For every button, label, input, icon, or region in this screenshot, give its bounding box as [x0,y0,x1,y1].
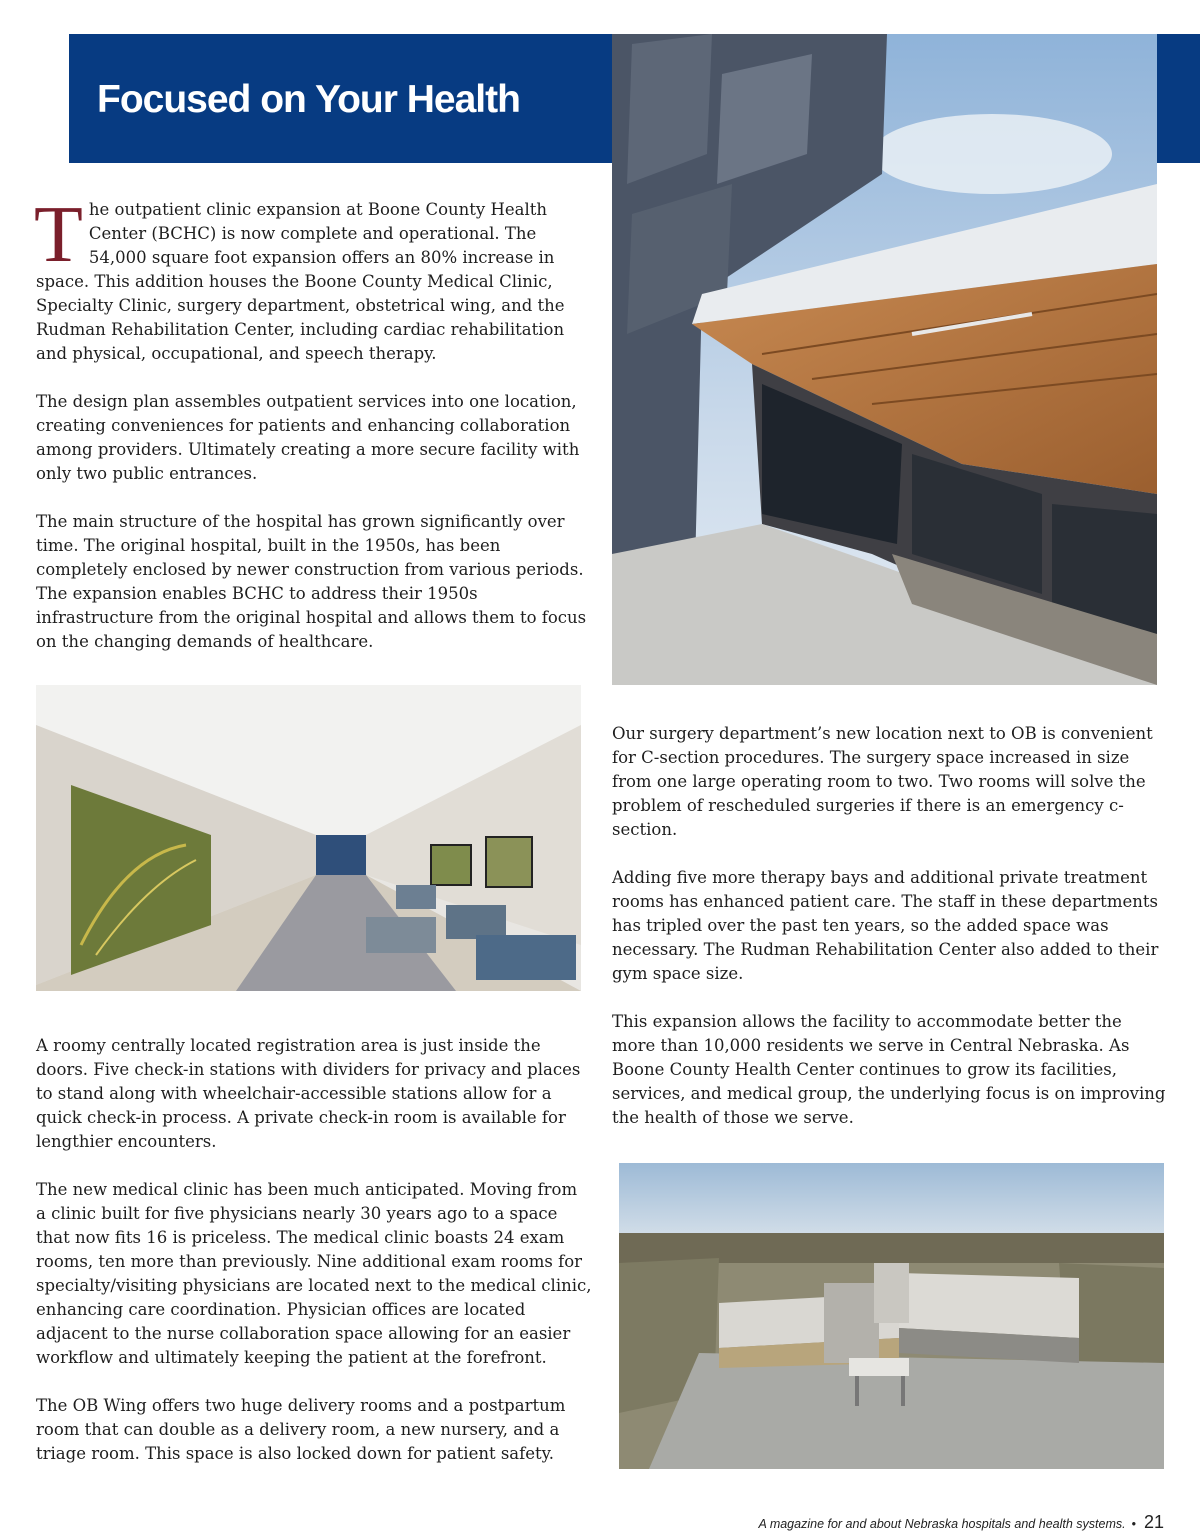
aerial-view-photo [619,1163,1164,1469]
expansion-paragraph: This expansion allows the facility to accommodate better the more than 10,000 residents we serve in Central Nebraska. As Boone County Health Center continues to grow its facilities, services, and medical group, the underlying focus is on improving the health of those we serve. [612,1012,1166,1127]
left-column-top [34,191,592,678]
footer-tagline: A magazine for and about Nebraska hospitals and health systems. [758,1517,1126,1531]
intro-paragraph [34,191,592,366]
registration-paragraph: A roomy centrally located registration area is just inside the doors. Five check-in stations with dividers for privacy and places to stand along with wheelchair-accessible stations allow for a quick check-in process. A private check-in room is available for lengthier encounters. [36,1036,581,1151]
footer-separator: • [1131,1517,1136,1531]
banner-edge [1157,34,1200,163]
title-banner [69,34,612,163]
design-plan-paragraph: The design plan assembles outpatient services into one location, creating conveniences for patients and enhancing collaboration among providers. Ultimately creating a more secure facility with only two public entrances. [36,392,580,483]
page-footer [758,1512,1164,1533]
left-column-bottom [36,1034,592,1490]
hallway-waiting-area-photo [36,685,581,991]
medical-clinic-paragraph: The new medical clinic has been much anticipated. Moving from a clinic built for five physicians nearly 30 years ago to a space that now fits 16 is priceless. The medical clinic boasts 24 exam rooms, ten more than previously. Nine additional exam rooms for specialty/visiting physicians are located next to the medical clinic, enhancing care coordination. Physician offices are located adjacent to the nurse collaboration space allowing for an easier workflow and ultimately keeping the patient at the forefront. [36,1180,592,1367]
drop-cap: T [34,191,83,279]
building-exterior-photo [612,34,1157,685]
intro-text: he outpatient clinic expansion at Boone County Health Center (BCHC) is now complete and operational. The 54,000 square foot expansion offers an 80% increase in space. This addition houses the Boone County Medical Clinic, Specialty Clinic, surgery department, obstetrical wing, and the Rudman Rehabilitation Center, including cardiac rehabilitation and physical, occupational, and speech therapy. [36,200,565,363]
page-title: Focused on Your Health [97,78,520,121]
page-number: 21 [1143,1512,1164,1532]
main-structure-paragraph: The main structure of the hospital has grown significantly over time. The original hospital, built in the 1950s, has been completely enclosed by newer construction from various periods. The expansion enables BCHC to address their 1950s infrastructure from the original hospital and allows them to focus on the changing demands of healthcare. [36,512,587,651]
ob-wing-paragraph: The OB Wing offers two huge delivery rooms and a postpartum room that can double as a delivery room, a new nursery, and a triage room. This space is also locked down for patient safety. [36,1396,566,1463]
right-column [612,722,1168,1154]
surgery-paragraph: Our surgery department’s new location next to OB is convenient for C-section procedures. The surgery space increased in size from one large operating room to two. Two rooms will solve the problem of rescheduled surgeries if there is an emergency c-section. [612,724,1153,839]
therapy-paragraph: Adding five more therapy bays and additional private treatment rooms has enhanced patient care. The staff in these departments has tripled over the past ten years, so the added space was necessary. The Rudman Rehabilitation Center also added to their gym space size. [612,868,1159,983]
